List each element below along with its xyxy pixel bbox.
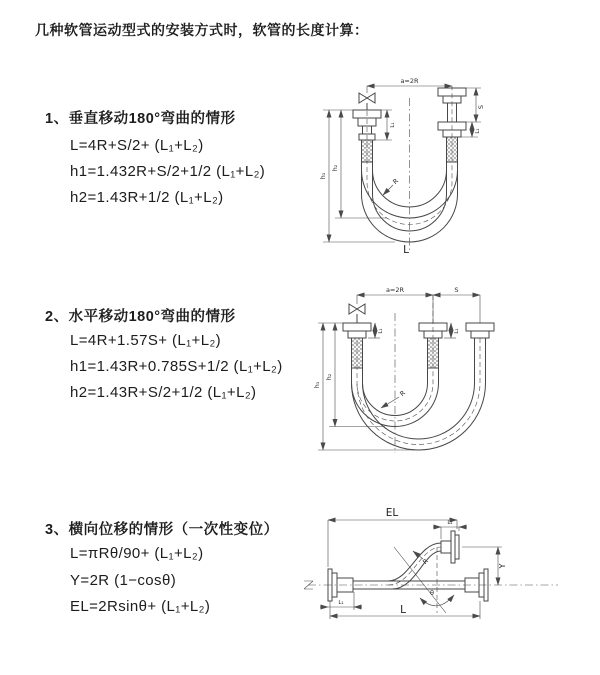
section-2-formula-h2: h2=1.43R+S/2+1/2 (L₁+L₂) — [70, 384, 257, 401]
section-3-formula-Y: Y=2R (1−cosθ) — [70, 572, 177, 589]
right-flange-fitting — [438, 88, 466, 162]
hose-u-bend-displaced — [352, 338, 486, 450]
section-1-heading: 1、垂直移动180°弯曲的情形 — [45, 111, 236, 127]
svg-text:L₁: L₁ — [338, 600, 344, 606]
svg-text:h₁: h₁ — [313, 381, 321, 389]
svg-text:S: S — [454, 286, 459, 294]
braided-sleeve — [362, 140, 373, 162]
dimension-el — [328, 507, 457, 567]
dimension-a-2r — [367, 77, 452, 93]
label-bend-radius — [383, 177, 400, 195]
section-1-formula-L: L=4R+S/2+ (L₁+L₂) — [70, 137, 204, 154]
left-flange-fitting — [343, 323, 371, 368]
braided-sleeve — [352, 338, 363, 368]
svg-text:R: R — [391, 176, 401, 186]
svg-text:R: R — [398, 388, 408, 398]
dimension-s — [466, 88, 485, 122]
section-1-formula-h2: h2=1.43R+1/2 (L₁+L₂) — [70, 189, 224, 206]
svg-text:h₂: h₂ — [325, 373, 333, 381]
valve-icon — [359, 93, 375, 110]
dimension-s — [433, 286, 480, 295]
dimension-l1-top — [433, 520, 467, 539]
svg-text:a=2R: a=2R — [400, 77, 419, 85]
label-bend-radius — [381, 389, 407, 408]
diagram-horizontal-180-bend — [315, 283, 595, 460]
hose-centerline-displaced — [357, 338, 480, 444]
svg-text:h₂: h₂ — [331, 164, 339, 172]
label-hose-length: L — [403, 244, 409, 256]
svg-text:R: R — [421, 557, 431, 567]
dimension-l1-left — [375, 110, 396, 140]
right-flange-fitting — [466, 323, 494, 338]
svg-text:S: S — [477, 104, 485, 110]
upper-flange-fitting — [441, 531, 459, 563]
braided-sleeve — [447, 137, 458, 162]
page-title: 几种软管运动型式的安装方式时，软管的长度计算： — [35, 22, 369, 38]
dimension-l — [330, 601, 480, 619]
diagram-lateral-displacement — [300, 495, 595, 655]
svg-text:L₁: L₁ — [390, 122, 396, 128]
section-3-formula-L: L=πRθ/90+ (L₁+L₂) — [70, 545, 204, 562]
section-2-formula-L: L=4R+1.57S+ (L₁+L₂) — [70, 332, 222, 349]
section-3-formula-EL: EL=2Rsinθ+ (L₁+L₂) — [70, 598, 211, 615]
valve-icon — [349, 304, 365, 323]
svg-text:L₁: L₁ — [447, 520, 453, 526]
hose-displaced-position — [353, 543, 441, 589]
diagram-vertical-180-bend — [315, 74, 505, 256]
section-2-heading: 2、水平移动180°弯曲的情形 — [45, 309, 236, 325]
svg-text:θ: θ — [430, 589, 434, 597]
section-3-heading: 3、横向位移的情形（一次性变位） — [45, 522, 279, 538]
svg-text:L₁: L₁ — [454, 328, 460, 334]
section-1-formula-h1: h1=1.432R+S/2+1/2 (L₁+L₂) — [70, 163, 266, 180]
braided-sleeve — [428, 338, 439, 368]
svg-text:a=2R: a=2R — [385, 286, 405, 294]
dimension-a-2r — [357, 286, 480, 323]
svg-text:L₁: L₁ — [475, 128, 481, 134]
svg-text:EL: EL — [385, 507, 399, 519]
dimension-h1 — [319, 110, 395, 242]
section-2-formula-h1: h1=1.43R+0.785S+1/2 (L₁+L₂) — [70, 358, 283, 375]
svg-text:Y: Y — [498, 563, 507, 569]
label-hose-length: L — [400, 604, 406, 616]
dimension-h1 — [313, 323, 415, 450]
svg-text:L₁: L₁ — [378, 328, 384, 334]
dimension-l1-left — [320, 592, 362, 610]
svg-text:h₁: h₁ — [319, 172, 327, 180]
